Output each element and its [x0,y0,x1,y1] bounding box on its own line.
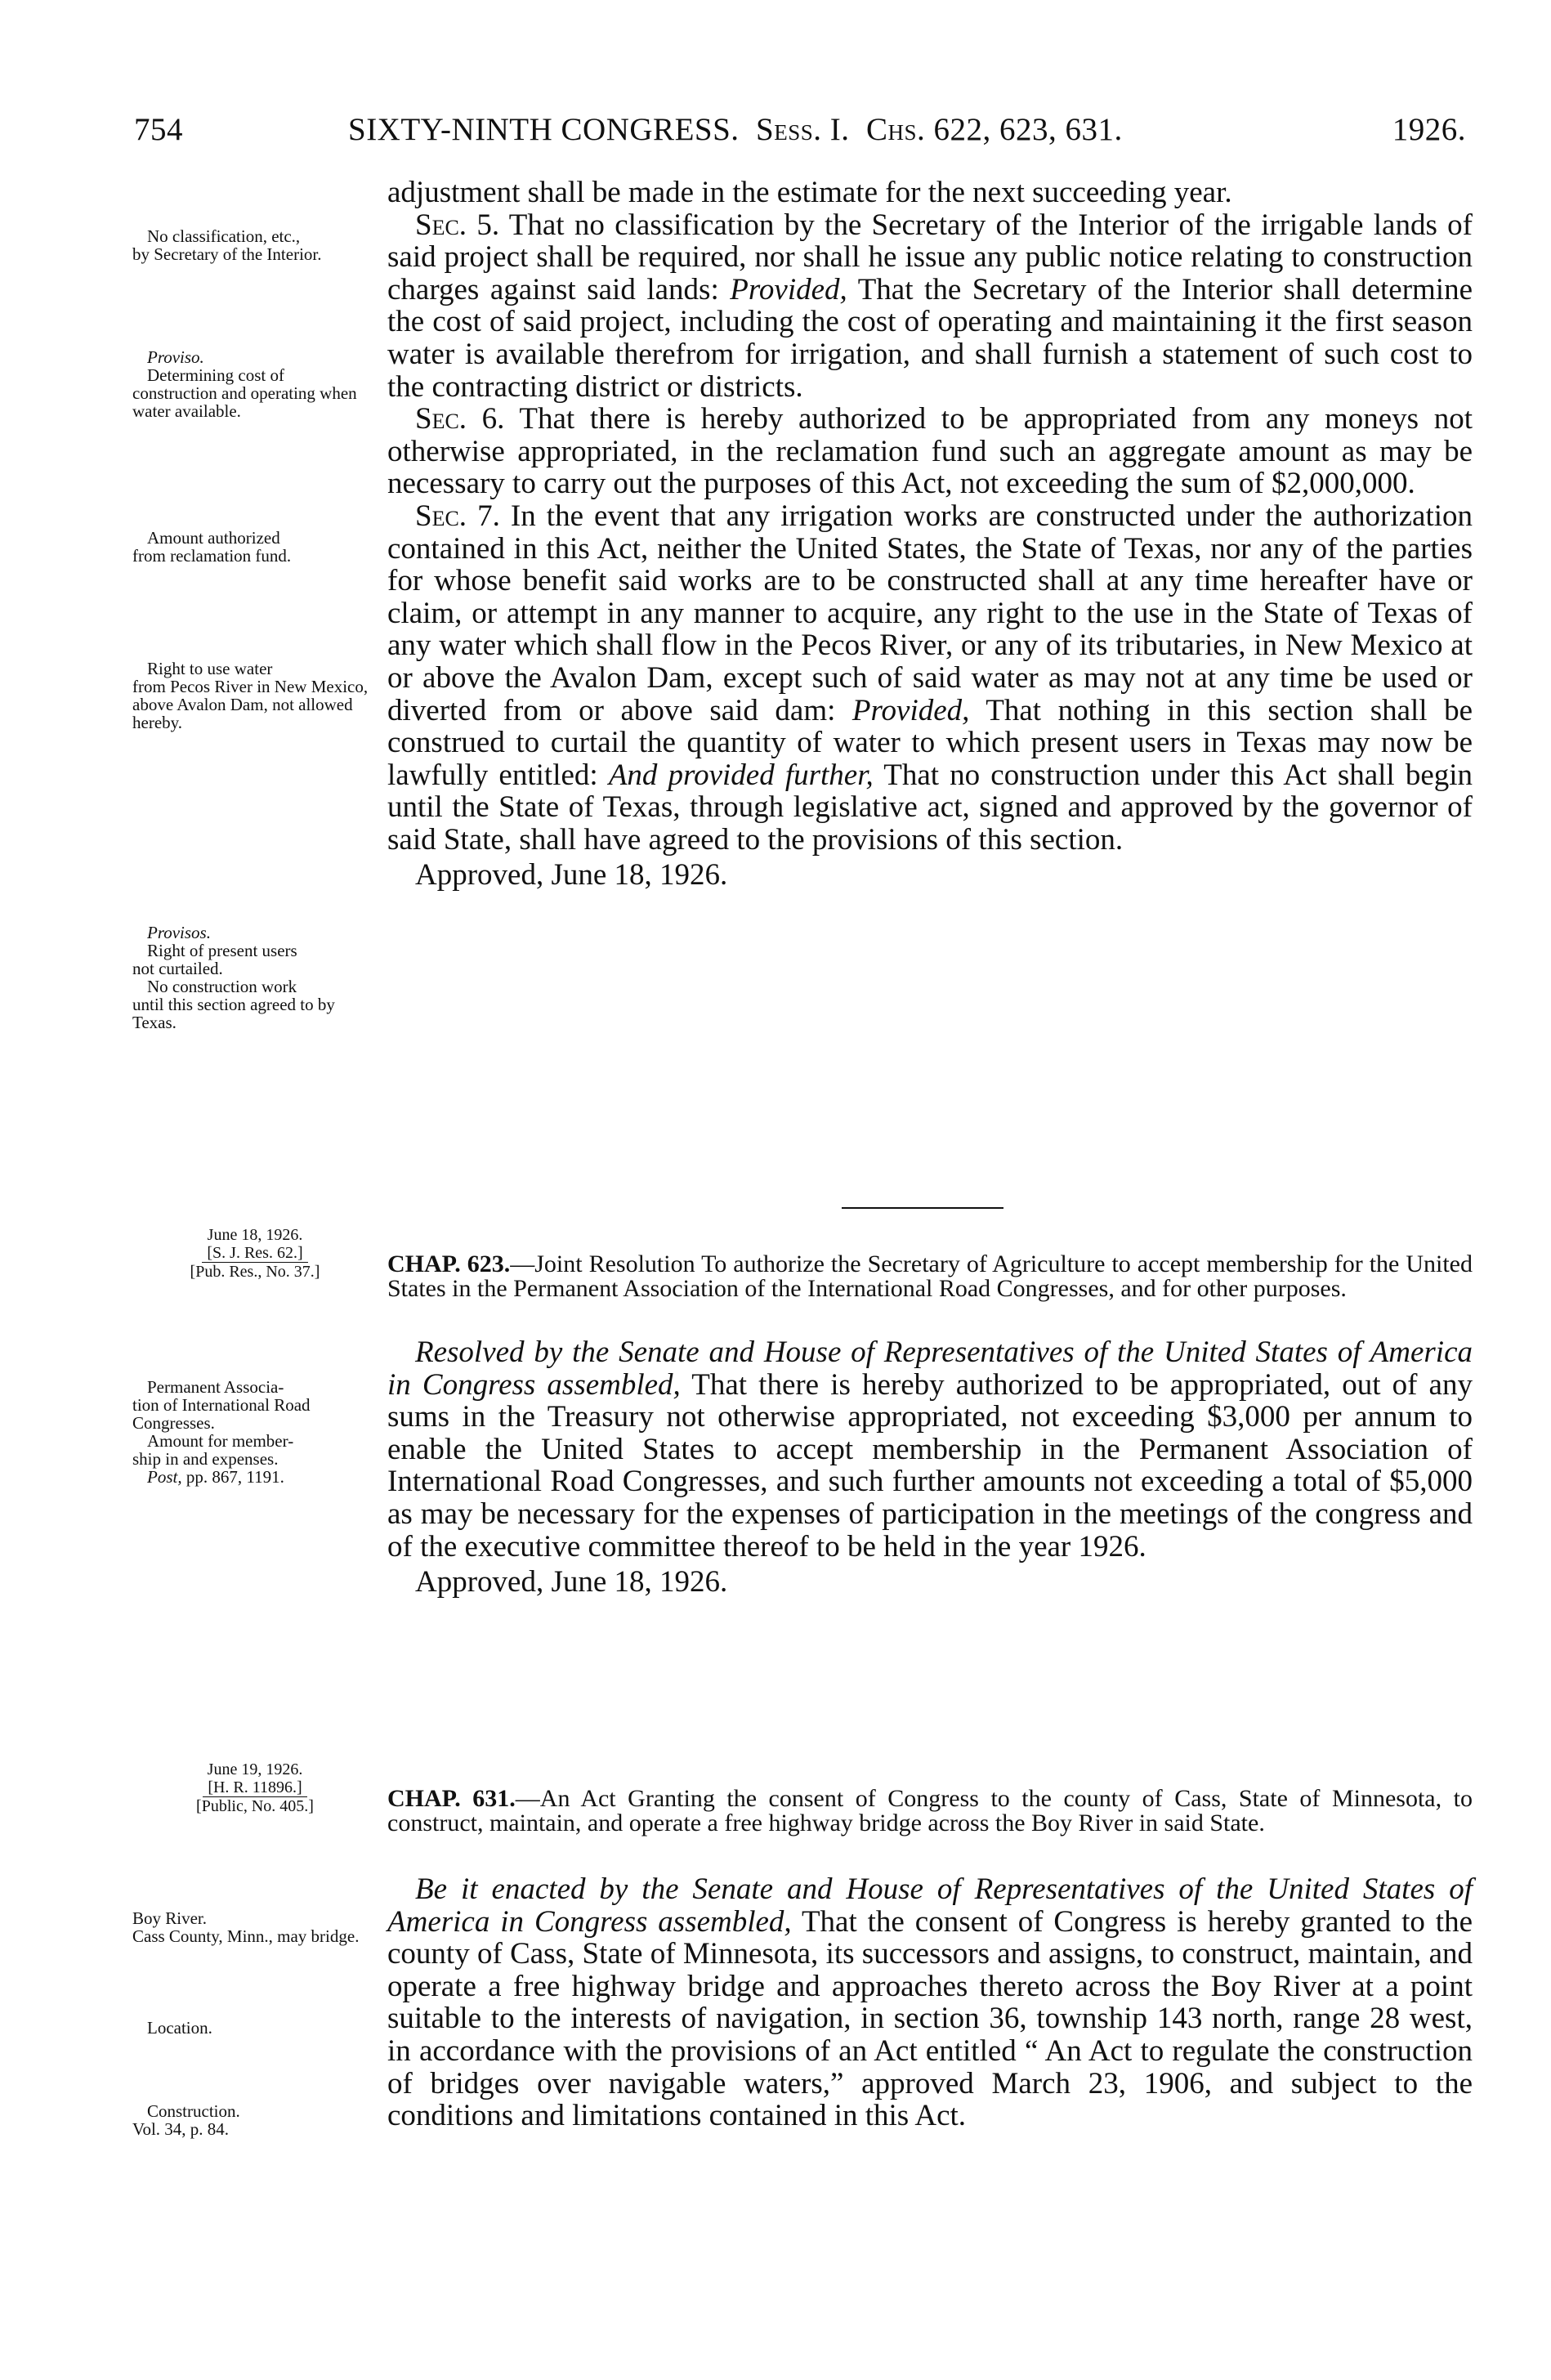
margin-note-boy-river: Boy River. Cass County, Minn., may bridge. [132,1908,360,1946]
margin-note-construction: Construction. Vol. 34, p. 84. [132,2101,240,2139]
margin-note-provisos: Provisos. Right of present users not curtailed. No construction work until this section agreed to by Texas. [132,923,335,1032]
chap631-label: CHAP. 631. [387,1785,516,1812]
sec5-proviso-word: Provided, [730,272,847,306]
sec7-further-word: And provided further, [608,758,874,792]
chapter-divider-1 [842,1207,1003,1209]
chap623-bill-ref: [S. J. Res. 62.] [132,1244,378,1263]
margin-note-location: Location. [147,2018,212,2038]
margin-note-classification: No classification, etc., by Secretary of the Interior. [132,226,322,264]
sec7-label: Sec. 7. [415,499,500,533]
header-session: Sess. I. [756,112,850,147]
sec5-paragraph: Sec. 5. That no classification by the Secretary of the Interior of the irrigable lands of said project shall be required, nor shall he issue any public notice relating to construction charges against said lands: Provided, That the Secretary of the Interior shall determine the cost of said project, including the cost of operating and maintaining it the first season water is available therefrom for irrigation, and shall furnish a statement of such cost to the contracting district or districts. [387,208,1473,404]
sec6-paragraph: Sec. 6. That there is hereby authorized to be appropriated from any moneys not otherwise appropriated, in the reclamation fund such an aggregate amount as may be necessary to carry out the purposes of this Act, not exceeding the sum of $2,000,000. [387,402,1473,501]
chap631-side-reference [132,1760,378,1815]
running-header [134,111,1466,160]
margin-note-amount-authorized: Amount authorized from reclamation fund. [132,528,292,566]
chap631-law-ref: [Public, No. 405.] [196,1797,314,1815]
chap623-resolving-clause: Resolved by the Senate and House of Representatives of the United States of America in Congress assembled, [387,1335,1473,1402]
page-number: 754 [134,112,183,147]
chap623-body [387,1336,1473,1599]
chap631-heading: CHAP. 631.—An Act Granting the consent of Congress to the county of Cass, State of Minnesota, to construct, maintain, and operate a free highway bridge across the Boy River in said State. [387,1785,1473,1836]
sec7-paragraph: Sec. 7. In the event that any irrigation works are constructed under the authorization contained in this Act, neither the United States, the State of Texas, nor any of the parties for whose benefit said works are to be constructed shall at any time hereafter have or claim, or attempt in any manner to acquire, any right to the use in the State of Texas of any water which shall flow in the Pecos River, or any of its tributaries, in New Mexico at or above the Avalon Dam, except such of said water as may not at any time be used or diverted from or above said dam: Provided, That nothing in this section shall be construed to curtail the quantity of water to which present users in Texas may now be lawfully entitled: And provided further, That no construction under this Act shall begin until the State of Texas, through legislative act, signed and approved by the governor of said State, shall have agreed to the provisions of this section. [387,499,1473,857]
chap631-bill-ref: [H. R. 11896.] [132,1778,378,1797]
margin-note-determining-cost: Proviso. Determining cost of construction and operating when water available. [132,347,357,421]
chap631-paragraph: Be it enacted by the Senate and House of Representatives of the United States of America in Congress assembled, That the consent of Congress is hereby granted to the county of Cass, State of Minnesota, its successors and assigns, to construct, maintain, and operate a free highway bridge and approaches thereto across the Boy River at a point suitable to the interests of navigation, in section 36, township 143 north, range 28 west, in accordance with the provisions of an Act entitled “ An Act to regulate the construction of bridges over navigable waters,” approved March 23, 1906, and subject to the conditions and limitations contained in this Act. [387,1872,1473,2133]
chap623-side-reference [132,1226,378,1281]
continuation-paragraph: adjustment shall be made in the estimate for the next succeeding year. [387,176,1232,209]
header-title: SIXTY-NINTH CONGRESS. Sess. I. Chs. 622, 623, 631. [348,112,1123,147]
chap623-paragraph: Resolved by the Senate and House of Representatives of the United States of America in Congress assembled, That there is hereby authorized to be appropriated, out of any sums in the Treasury not otherwise appropriated, not exceeding $3,000 per annum to enable the United States to accept membership in the Permanent Association of International Road Congresses, and such further amounts not exceeding a total of $5,000 as may be necessary for the expenses of participation in the meetings of the congress and of the executive committee thereof to be held in the year 1926. [387,1335,1473,1564]
sec6-label: Sec. 6. [415,402,505,436]
chap623-heading: CHAP. 623.—Joint Resolution To authorize the Secretary of Agriculture to accept membership for the United States in the Permanent Association of the International Road Congresses, and for other purposes. [387,1250,1473,1302]
chap623-date: June 18, 1926. [207,1226,303,1244]
header-chapters: Chs. 622, 623, 631. [865,112,1123,147]
chap623-approved: Approved, June 18, 1926. [415,1565,728,1599]
chap631-date: June 19, 1926. [207,1760,303,1778]
sec7-proviso-word: Provided, [851,693,970,727]
margin-note-pecos-river: Right to use water from Pecos River in New Mexico, above Avalon Dam, not allowed hereby. [132,659,369,732]
chap631-body [387,1873,1473,2132]
sec5-label: Sec. 5. [415,208,500,242]
header-year: 1926. [1392,112,1466,147]
chap622-body [387,177,1473,892]
chap623-law-ref: [Pub. Res., No. 37.] [190,1263,320,1281]
margin-note-permanent-association: Permanent Associa- tion of International Road Congresses. Amount for member- ship in and expenses. Post, pp. 867, 1191. [132,1377,311,1487]
chap631-enacting-clause: Be it enacted by the Senate and House of Representatives of the United States of America in Congress assembled, [387,1872,1473,1939]
chap622-approved: Approved, June 18, 1926. [415,858,728,892]
chap623-label: CHAP. 623. [387,1250,511,1277]
